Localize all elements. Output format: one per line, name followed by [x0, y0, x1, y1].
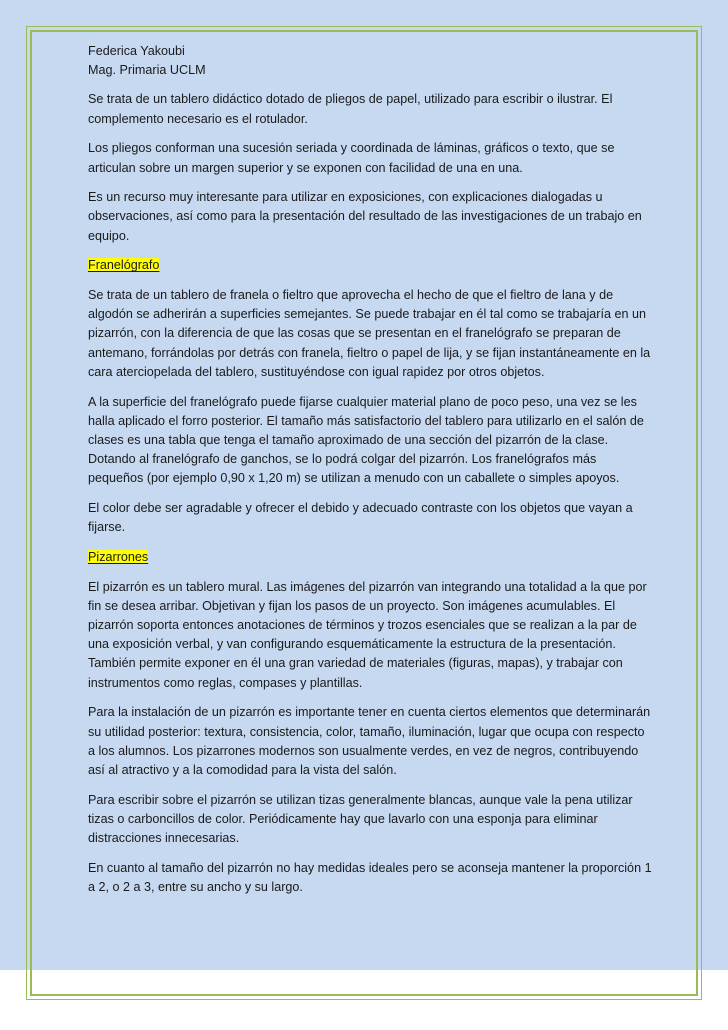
franelografo-paragraph: El color debe ser agradable y ofrecer el debido y adecuado contraste con los objetos que vayan a fijarse. — [88, 501, 633, 535]
section-heading-franelografo — [88, 256, 653, 275]
document-body — [88, 42, 653, 908]
pizarrones-paragraph: En cuanto al tamaño del pizarrón no hay medidas ideales pero se aconseja mantener la proporción 1 a 2, o 2 a 3, entre su ancho y su largo. — [88, 860, 652, 895]
highlighted-heading-text: Pizarrones — [88, 549, 149, 564]
author-name: Federica Yakoubi — [88, 44, 185, 58]
author-affiliation: Mag. Primaria UCLM — [88, 63, 206, 78]
pizarrones-paragraph: Para escribir sobre el pizarrón se utilizan tizas generalmente blancas, aunque vale la pena utilizar tizas o carboncillos de color. Periódicamente hay que lavarlo con una esponja para eliminar distracciones innecesarias. — [88, 792, 633, 846]
section-heading-pizarrones — [88, 548, 653, 567]
intro-paragraph: Los pliegos conforman una sucesión seriada y coordinada de láminas, gráficos o texto, que se articulan sobre un margen superior y se exponen con facilidad de una en una. — [88, 141, 615, 175]
franelografo-paragraph: Se trata de un tablero de franela o fieltro que aprovecha el hecho de que el fieltro de lana y de algodón se adherirán a superficies semejantes. Se puede trabajar en él tal como se trabajaría en un pizarrón, con la diferencia de que las cosas que se presentan en el franelógrafo se preparan de antemano, forrándolas por detrás con franela, fieltro o papel de lija, y se fijan instantáneamente en la cara aterciopelada del tablero, sustituyéndose con igual rapidez por otros objetos. — [88, 288, 651, 379]
pizarrones-paragraph: Para la instalación de un pizarrón es importante tener en cuenta ciertos elementos que determinarán su utilidad posterior: textura, consistencia, color, tamaño, iluminación, lugar que ocupa con respecto a los alumnos. Los pizarrones modernos son usualmente verdes, en vez de negros, contribuyendo así al atractivo y a la comodidad para la vista del salón. — [88, 705, 651, 777]
highlighted-heading-text: Franelógrafo — [88, 258, 160, 273]
franelografo-paragraph: A la superficie del franelógrafo puede fijarse cualquier material plano de poco peso, una vez se les halla aplicado el forro posterior. El tamaño más satisfactorio del tablero para utilizarlo en el salón de clases es una tabla que tenga el tamaño aproximado de una sección del pizarrón de la clase. Dotando al franelógrafo de ganchos, se lo podrá colgar del pizarrón. Los franelógrafos más pequeños (por ejemplo 0,90 x 1,20 m) se utilizan a menudo con un caballete o simples apoyos. — [88, 394, 644, 486]
intro-paragraph: Se trata de un tablero didáctico dotado de pliegos de papel, utilizado para escribir o ilustrar. El complemento necesario es el rotulador. — [88, 92, 613, 126]
pizarrones-paragraph: El pizarrón es un tablero mural. Las imágenes del pizarrón van integrando una totalidad a la que por fin se desea arribar. Objetivan y fijan los pasos de un proyecto. Son imágenes acumulables. El pizarrón soporta entonces anotaciones de términos y trozos esenciales que se realizan a la par de una exposición verbal, y van configurando esquemáticamente la estructura de la presentación. También permite exponer en él una gran variedad de materiales (figuras, mapas), y trabajar con instrumentos como reglas, compases y plantillas. — [88, 579, 647, 690]
intro-paragraph: Es un recurso muy interesante para utilizar en exposiciones, con explicaciones dialogadas u observaciones, así como para la presentación del resultado de las investigaciones de un trabajo en equipo. — [88, 190, 642, 243]
